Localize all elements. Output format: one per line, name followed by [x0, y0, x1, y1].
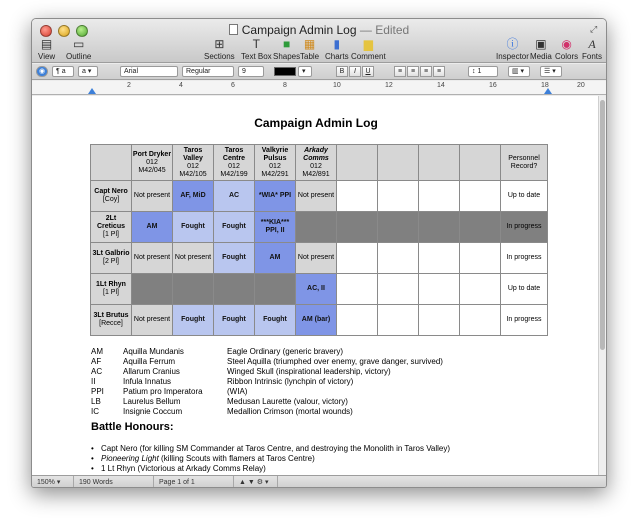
table-cell[interactable]: Fought — [173, 305, 214, 336]
record-status-cell[interactable]: Up to date — [501, 181, 548, 212]
title-toolbar — [32, 19, 606, 63]
table-cell[interactable] — [419, 274, 460, 305]
view-icon: ▤ — [40, 37, 53, 51]
table-cell[interactable]: Not present — [296, 243, 337, 274]
ruler-label: 6 — [231, 82, 235, 89]
scroll-thumb[interactable] — [600, 100, 605, 350]
app-window — [31, 18, 607, 488]
fonts-icon: A — [588, 37, 596, 51]
row-header-capt-nero[interactable]: Capt Nero [Coy] — [91, 181, 132, 212]
typeface-select[interactable]: Regular — [182, 66, 234, 77]
fullscreen-icon[interactable]: ⤢ — [590, 24, 598, 34]
ruler-label: 18 — [541, 82, 549, 89]
table-cell[interactable] — [419, 305, 460, 336]
table-cell[interactable] — [378, 181, 419, 212]
charts-icon: ▮ — [333, 37, 341, 51]
table-row — [91, 212, 548, 243]
table-cell[interactable]: Fought — [214, 243, 255, 274]
list-style-select[interactable]: ☰ ▾ — [540, 66, 562, 77]
ruler-label: 14 — [437, 82, 445, 89]
sections-icon: ⊞ — [214, 37, 225, 51]
ruler-label: 20 — [577, 82, 585, 89]
table-cell[interactable] — [337, 212, 378, 243]
align-left-button[interactable]: ≡ — [394, 66, 406, 77]
table-cell[interactable]: Fought — [173, 212, 214, 243]
ruler[interactable] — [32, 81, 606, 95]
table-cell[interactable] — [173, 274, 214, 305]
row-header-3lt-brutus[interactable]: 3Lt Brutus [Recce] — [91, 305, 132, 336]
ruler-label: 2 — [127, 82, 131, 89]
table-cell[interactable] — [214, 274, 255, 305]
battle-honours-list — [91, 444, 450, 475]
list-item: • Capt Nero (for killing SM Commander at Taros Centre, and destroying the Monolith in Taros Valley) — [91, 444, 450, 454]
align-center-button[interactable]: ≡ — [407, 66, 419, 77]
colors-icon: ◉ — [561, 37, 572, 51]
columns-select[interactable]: ▥ ▾ — [508, 66, 530, 77]
align-justify-button[interactable]: ≡ — [433, 66, 445, 77]
italic-button[interactable]: I — [349, 66, 361, 77]
media-icon: ▣ — [535, 37, 547, 51]
table-cell[interactable] — [132, 274, 173, 305]
ruler-label: 16 — [489, 82, 497, 89]
sections-button[interactable]: ⊞ Sections — [204, 37, 235, 61]
table-cell[interactable]: Not present — [132, 305, 173, 336]
ruler-label: 10 — [333, 82, 341, 89]
table-cell[interactable]: Fought — [214, 212, 255, 243]
table-cell[interactable] — [378, 212, 419, 243]
inspector-button[interactable]: ⓘ Inspector — [496, 37, 529, 61]
table-cell[interactable] — [460, 305, 501, 336]
table-cell[interactable] — [378, 274, 419, 305]
font-family-select[interactable]: Arial — [120, 66, 178, 77]
inspector-icon: ⓘ — [506, 37, 519, 51]
table-cell[interactable]: AC, II — [296, 274, 337, 305]
table-cell[interactable]: AF, MiD — [173, 181, 214, 212]
table-cell[interactable] — [419, 145, 460, 181]
comment-button[interactable]: ▆ Comment — [351, 37, 386, 61]
vertical-scrollbar[interactable] — [598, 96, 606, 475]
table-cell[interactable] — [337, 274, 378, 305]
op-header-taros-centre[interactable]: Taros Centre 012 M42/199 — [214, 145, 255, 181]
table-icon: ▦ — [303, 37, 316, 51]
text-box-button[interactable]: T Text Box — [241, 37, 272, 61]
line-spacing-select[interactable]: ↕ 1 — [468, 66, 498, 77]
comment-icon: ▆ — [363, 37, 373, 51]
table-row — [91, 243, 548, 274]
text-color-well[interactable] — [274, 67, 296, 76]
character-style-select[interactable]: a ▾ — [78, 66, 98, 77]
row-header-1lt-rhyn[interactable]: 1Lt Rhyn [1 Pl] — [91, 274, 132, 305]
table-cell[interactable] — [337, 181, 378, 212]
outline-button[interactable]: ▭ Outline — [66, 37, 92, 61]
table-cell[interactable] — [337, 145, 378, 181]
table-cell[interactable]: Not present — [132, 181, 173, 212]
highlight-select[interactable]: ▾ — [298, 66, 312, 77]
document-icon — [229, 24, 238, 35]
record-status-cell[interactable]: In progress — [501, 243, 548, 274]
table-cell[interactable]: AM — [255, 243, 296, 274]
table-cell[interactable]: *WIA* PPI — [255, 181, 296, 212]
page-nav-controls[interactable]: ▲ ▼ ⚙ ▾ — [234, 476, 278, 488]
media-button[interactable]: ▣ Media — [530, 37, 552, 61]
page-indicator: Page 1 of 1 — [154, 476, 234, 488]
zoom-select[interactable]: 150% ▾ — [32, 476, 74, 488]
row-header-2lt-creticus[interactable]: 2Lt Creticus [1 Pl] — [91, 212, 132, 243]
row-header-3lt-galbrio[interactable]: 3Lt Galbrio [2 Pl] — [91, 243, 132, 274]
table-corner-cell — [91, 145, 132, 181]
list-item: • Pioneering Light (killing Scouts with flamers at Taros Centre) — [91, 454, 450, 464]
ruler-label: 8 — [283, 82, 287, 89]
table-cell[interactable] — [378, 305, 419, 336]
table-cell[interactable] — [378, 243, 419, 274]
status-bar — [32, 475, 606, 488]
table-cell[interactable]: AM — [132, 212, 173, 243]
colors-button[interactable]: ◉ Colors — [555, 37, 579, 61]
document-canvas[interactable]: Campaign Admin Log Port Dryker 012 M42/045 Taros Valley 012 M42/105 Taros Centre 012 M42/199 Valkyrie Pulsus 012 M42/291 Arkady Comms 012 M42/891 Personnel Record? Capt Nero [Coy] Not present AF, MiD AC *WIA* PPI Not present Up to date 2Lt Creticus [1 Pl] AM Fought Fought ***KIA*** PPI, II In progress 3Lt Galbrio [2 Pl] Not present Not present Fought AM Not present In progress 1Lt Rhyn [1 Pl] AC, II Up to date 3Lt Brutus [Recce] Not present Fought Fought Fought AM (bar) In progress AM Aquilla Mundanis Eagle Ordinary (generic bravery) AF Aquilla Ferrum Steel Aquilla (triumphed over enemy, grave danger, survived) AC Allarum Cranius Winged Skull (inspirational leadership, victory) II Infula Innatus Ribbon Intrinsic (lynchpin of victory) PPI Patium pro Imperatora (WIA) LB Laurelus Bellum Medusan Laurette (valour, victory) IC Insignie Coccum Medallion Crimson (mortal wounds) Battle Honours: • Capt Nero (for killing SM Commander at Taros Centre, and destroying the Monolith in Taros Valley) • Pioneering Light (killing Scouts with flamers at Taros Centre) • 1 Lt Rhyn (Victorious at Arkady Comms Relay) • — [32, 96, 600, 475]
table-cell[interactable] — [296, 212, 337, 243]
word-count: 190 Words — [74, 476, 154, 488]
table-cell[interactable] — [419, 212, 460, 243]
table-cell[interactable] — [419, 243, 460, 274]
table-cell[interactable]: Not present — [173, 243, 214, 274]
table-cell[interactable] — [337, 305, 378, 336]
record-header[interactable]: Personnel Record? — [501, 145, 548, 181]
table-cell[interactable]: ***KIA*** PPI, II — [255, 212, 296, 243]
view-button[interactable]: ▤ View — [38, 37, 56, 61]
table-cell[interactable]: AC — [214, 181, 255, 212]
list-item: • 1 Lt Rhyn (Victorious at Arkady Comms Relay) — [91, 464, 450, 474]
right-indent-marker[interactable] — [544, 88, 552, 94]
format-bar — [32, 64, 606, 80]
table-cell[interactable]: AM (bar) — [296, 305, 337, 336]
outline-icon: ▭ — [73, 37, 85, 51]
table-cell[interactable] — [419, 181, 460, 212]
shapes-icon: ■ — [282, 37, 291, 51]
table-cell[interactable]: Fought — [255, 305, 296, 336]
record-status-cell[interactable]: In progress — [501, 305, 548, 336]
admin-log-table[interactable] — [90, 144, 548, 336]
record-status-cell[interactable]: In progress — [501, 212, 548, 243]
window-title: Campaign Admin Log — Edited — [32, 23, 606, 37]
table-row — [91, 305, 548, 336]
table-row — [91, 181, 548, 212]
table-cell[interactable] — [255, 274, 296, 305]
fonts-button[interactable]: A Fonts — [582, 37, 603, 61]
paragraph-style-select[interactable]: ¶ a — [52, 66, 74, 77]
text-box-icon: T — [252, 37, 261, 51]
left-indent-marker[interactable] — [88, 88, 96, 94]
op-header-taros-valley[interactable]: Taros Valley 012 M42/105 — [173, 145, 214, 181]
table-row — [91, 274, 548, 305]
ruler-label: 4 — [179, 82, 183, 89]
table-cell[interactable]: Not present — [296, 181, 337, 212]
table-cell[interactable]: Fought — [214, 305, 255, 336]
table-cell[interactable]: Not present — [132, 243, 173, 274]
ruler-label: 12 — [385, 82, 393, 89]
table-cell[interactable] — [460, 243, 501, 274]
table-header-row — [91, 145, 548, 181]
table-cell[interactable] — [378, 145, 419, 181]
table-cell[interactable] — [337, 243, 378, 274]
battle-honours-heading: Battle Honours: — [91, 421, 174, 433]
table-cell[interactable] — [460, 212, 501, 243]
font-size-select[interactable]: 9 — [238, 66, 264, 77]
table-cell[interactable] — [460, 181, 501, 212]
underline-button[interactable]: U — [362, 66, 374, 77]
page-title: Campaign Admin Log — [254, 116, 378, 130]
shapes-button[interactable]: ■ Shapes — [273, 37, 301, 61]
styles-drawer-icon[interactable]: ◉ — [36, 66, 48, 77]
table-cell[interactable] — [460, 274, 501, 305]
op-header-port-dryker[interactable]: Port Dryker 012 M42/045 — [132, 145, 173, 181]
bold-button[interactable]: B — [336, 66, 348, 77]
table-button[interactable]: ▦ Table — [300, 37, 320, 61]
record-status-cell[interactable]: Up to date — [501, 274, 548, 305]
charts-button[interactable]: ▮ Charts — [325, 37, 349, 61]
align-right-button[interactable]: ≡ — [420, 66, 432, 77]
op-header-arkady-comms[interactable]: Arkady Comms 012 M42/891 — [296, 145, 337, 181]
table-cell[interactable] — [460, 145, 501, 181]
op-header-valkyrie-pulsus[interactable]: Valkyrie Pulsus 012 M42/291 — [255, 145, 296, 181]
